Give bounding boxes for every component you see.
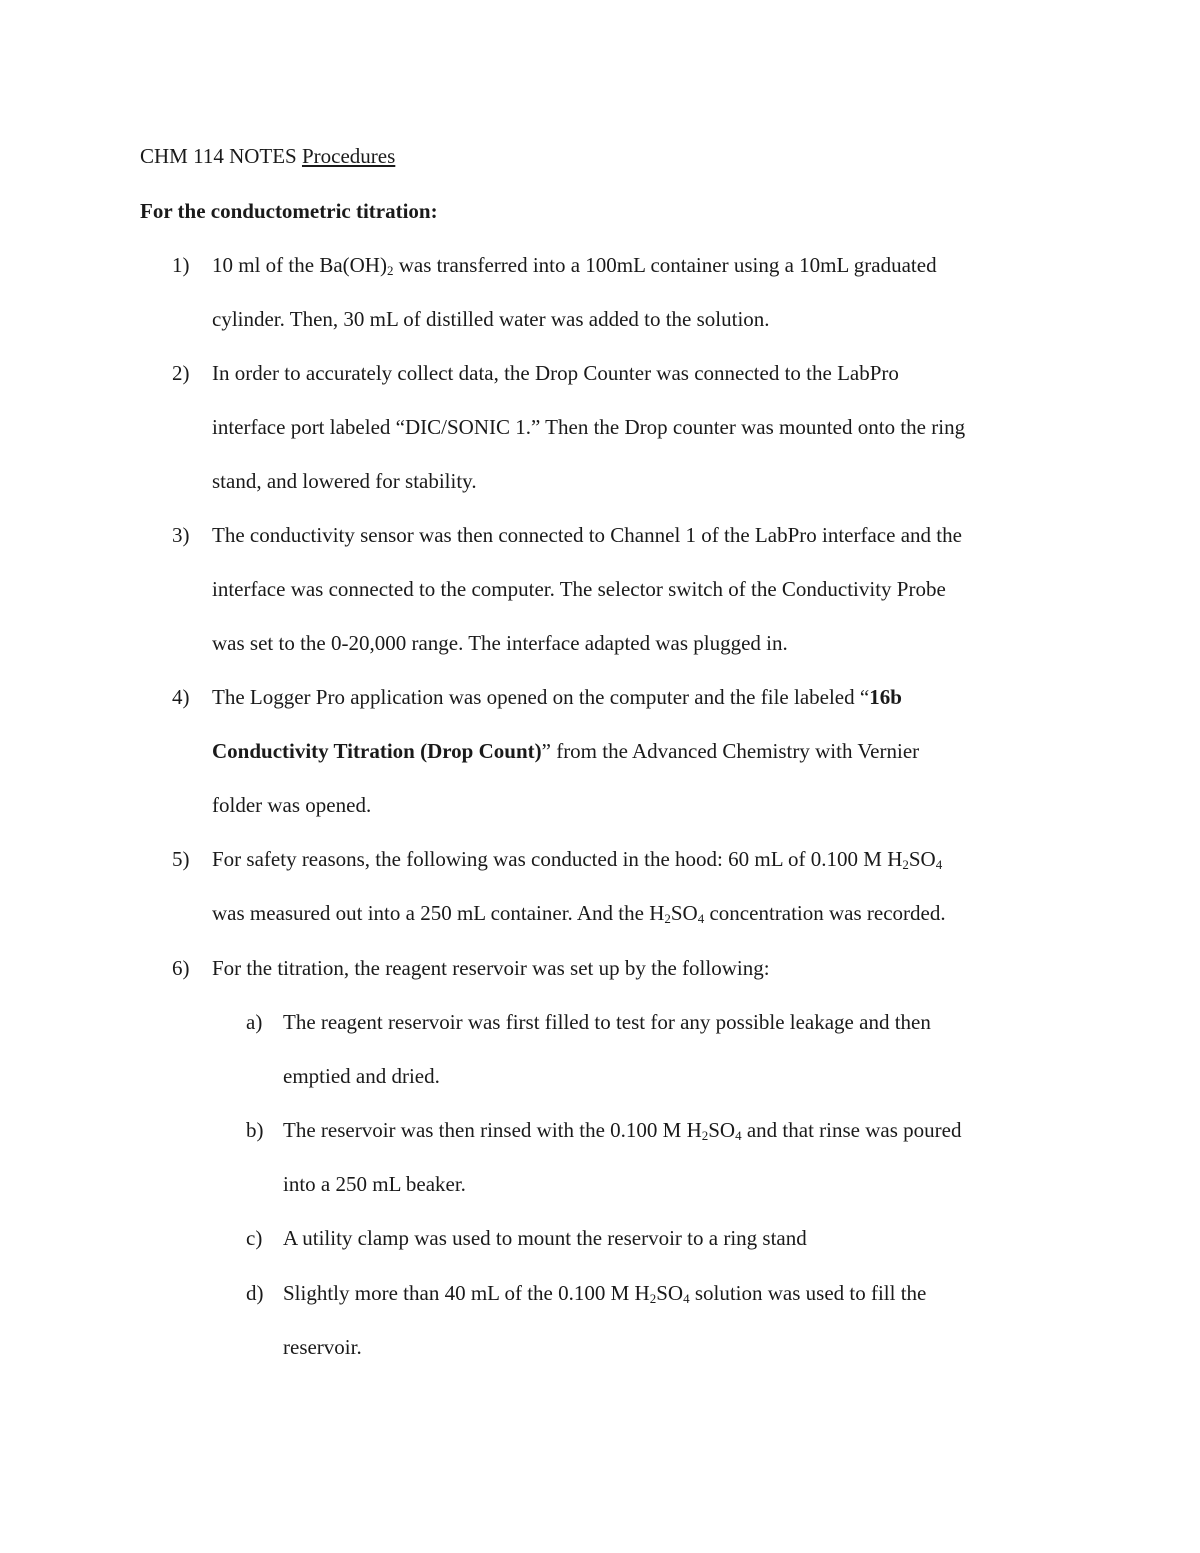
step-4-line-1 xyxy=(212,683,902,711)
file-name-bold: 16b xyxy=(869,685,902,709)
subscript: 2 xyxy=(701,1128,709,1143)
substep-d-line-1 xyxy=(283,1279,926,1307)
step-5-line-2 xyxy=(212,899,946,927)
step-6-line-1: For the titration, the reagent reservoir was set up by the following: xyxy=(212,956,770,980)
step-5-number: 5) xyxy=(172,847,190,871)
subscript: 2 xyxy=(902,857,909,872)
step-4-number: 4) xyxy=(172,685,190,709)
substep-c-letter: c) xyxy=(246,1226,263,1250)
step-text: was transferred into a 100mL container using a 10mL graduated xyxy=(393,253,937,277)
step-2-line-1: In order to accurately collect data, the Drop Counter was connected to the LabPro xyxy=(212,361,899,385)
step-text: SO xyxy=(656,1281,684,1305)
substep-b-letter: b) xyxy=(246,1118,264,1142)
step-2-number: 2) xyxy=(172,361,190,385)
step-4-line-3: folder was opened. xyxy=(212,793,372,817)
step-3-line-3: was set to the 0-20,000 range. The interface adapted was plugged in. xyxy=(212,631,788,655)
step-text: concentration was recorded. xyxy=(704,901,946,925)
title-course-label: CHM 114 NOTES xyxy=(140,144,302,168)
substep-c-line-1: A utility clamp was used to mount the reservoir to a ring stand xyxy=(283,1226,807,1250)
step-text: was measured out into a 250 mL container. And the H xyxy=(212,901,665,925)
subscript: 2 xyxy=(386,263,394,278)
step-text: SO xyxy=(708,1118,736,1142)
step-text: SO xyxy=(670,901,698,925)
step-text: The Logger Pro application was opened on the computer and the file labeled “ xyxy=(212,685,870,709)
step-1-number: 1) xyxy=(172,253,190,277)
step-text: and that rinse was poured xyxy=(741,1118,962,1142)
step-text: 10 ml of the Ba(OH) xyxy=(212,253,387,277)
substep-d-line-2: reservoir. xyxy=(283,1335,362,1359)
step-1-line-1 xyxy=(212,251,937,279)
subscript: 2 xyxy=(649,1291,657,1306)
step-4-line-2 xyxy=(212,737,919,765)
subscript: 4 xyxy=(697,911,705,926)
subscript: 4 xyxy=(935,857,943,872)
step-text: solution was used to fill the xyxy=(689,1281,927,1305)
document-title xyxy=(140,142,395,170)
file-name-bold: Conductivity Titration (Drop Count) xyxy=(212,739,542,763)
step-2-line-3: stand, and lowered for stability. xyxy=(212,469,477,493)
substep-a-line-1: The reagent reservoir was first filled to test for any possible leakage and then xyxy=(283,1010,931,1034)
substep-a-line-2: emptied and dried. xyxy=(283,1064,440,1088)
step-3-number: 3) xyxy=(172,523,190,547)
step-text: The reservoir was then rinsed with the 0.100 M H xyxy=(283,1118,702,1142)
step-text: For safety reasons, the following was conducted in the hood: 60 mL of 0.100 M H xyxy=(212,847,903,871)
step-text: Slightly more than 40 mL of the 0.100 M H xyxy=(283,1281,650,1305)
subscript: 4 xyxy=(683,1291,690,1306)
step-text: ” from the Advanced Chemistry with Vernier xyxy=(541,739,920,763)
step-1-line-2: cylinder. Then, 30 mL of distilled water was added to the solution. xyxy=(212,307,770,331)
step-5-line-1 xyxy=(212,845,942,873)
subscript: 2 xyxy=(664,911,671,926)
step-6-number: 6) xyxy=(172,956,190,980)
step-2-line-2: interface port labeled “DIC/SONIC 1.” Then the Drop counter was mounted onto the ring xyxy=(212,415,966,439)
substep-d-letter: d) xyxy=(246,1281,264,1305)
substep-a-letter: a) xyxy=(246,1010,263,1034)
subscript: 4 xyxy=(735,1128,742,1143)
step-3-line-2: interface was connected to the computer. The selector switch of the Conductivity Probe xyxy=(212,577,946,601)
title-procedures-label: Procedures xyxy=(301,144,396,168)
step-3-line-1: The conductivity sensor was then connected to Channel 1 of the LabPro interface and the xyxy=(212,523,962,547)
substep-b-line-2: into a 250 mL beaker. xyxy=(283,1172,466,1196)
section-heading: For the conductometric titration: xyxy=(140,199,438,223)
substep-b-line-1 xyxy=(283,1116,961,1144)
step-text: SO xyxy=(908,847,936,871)
